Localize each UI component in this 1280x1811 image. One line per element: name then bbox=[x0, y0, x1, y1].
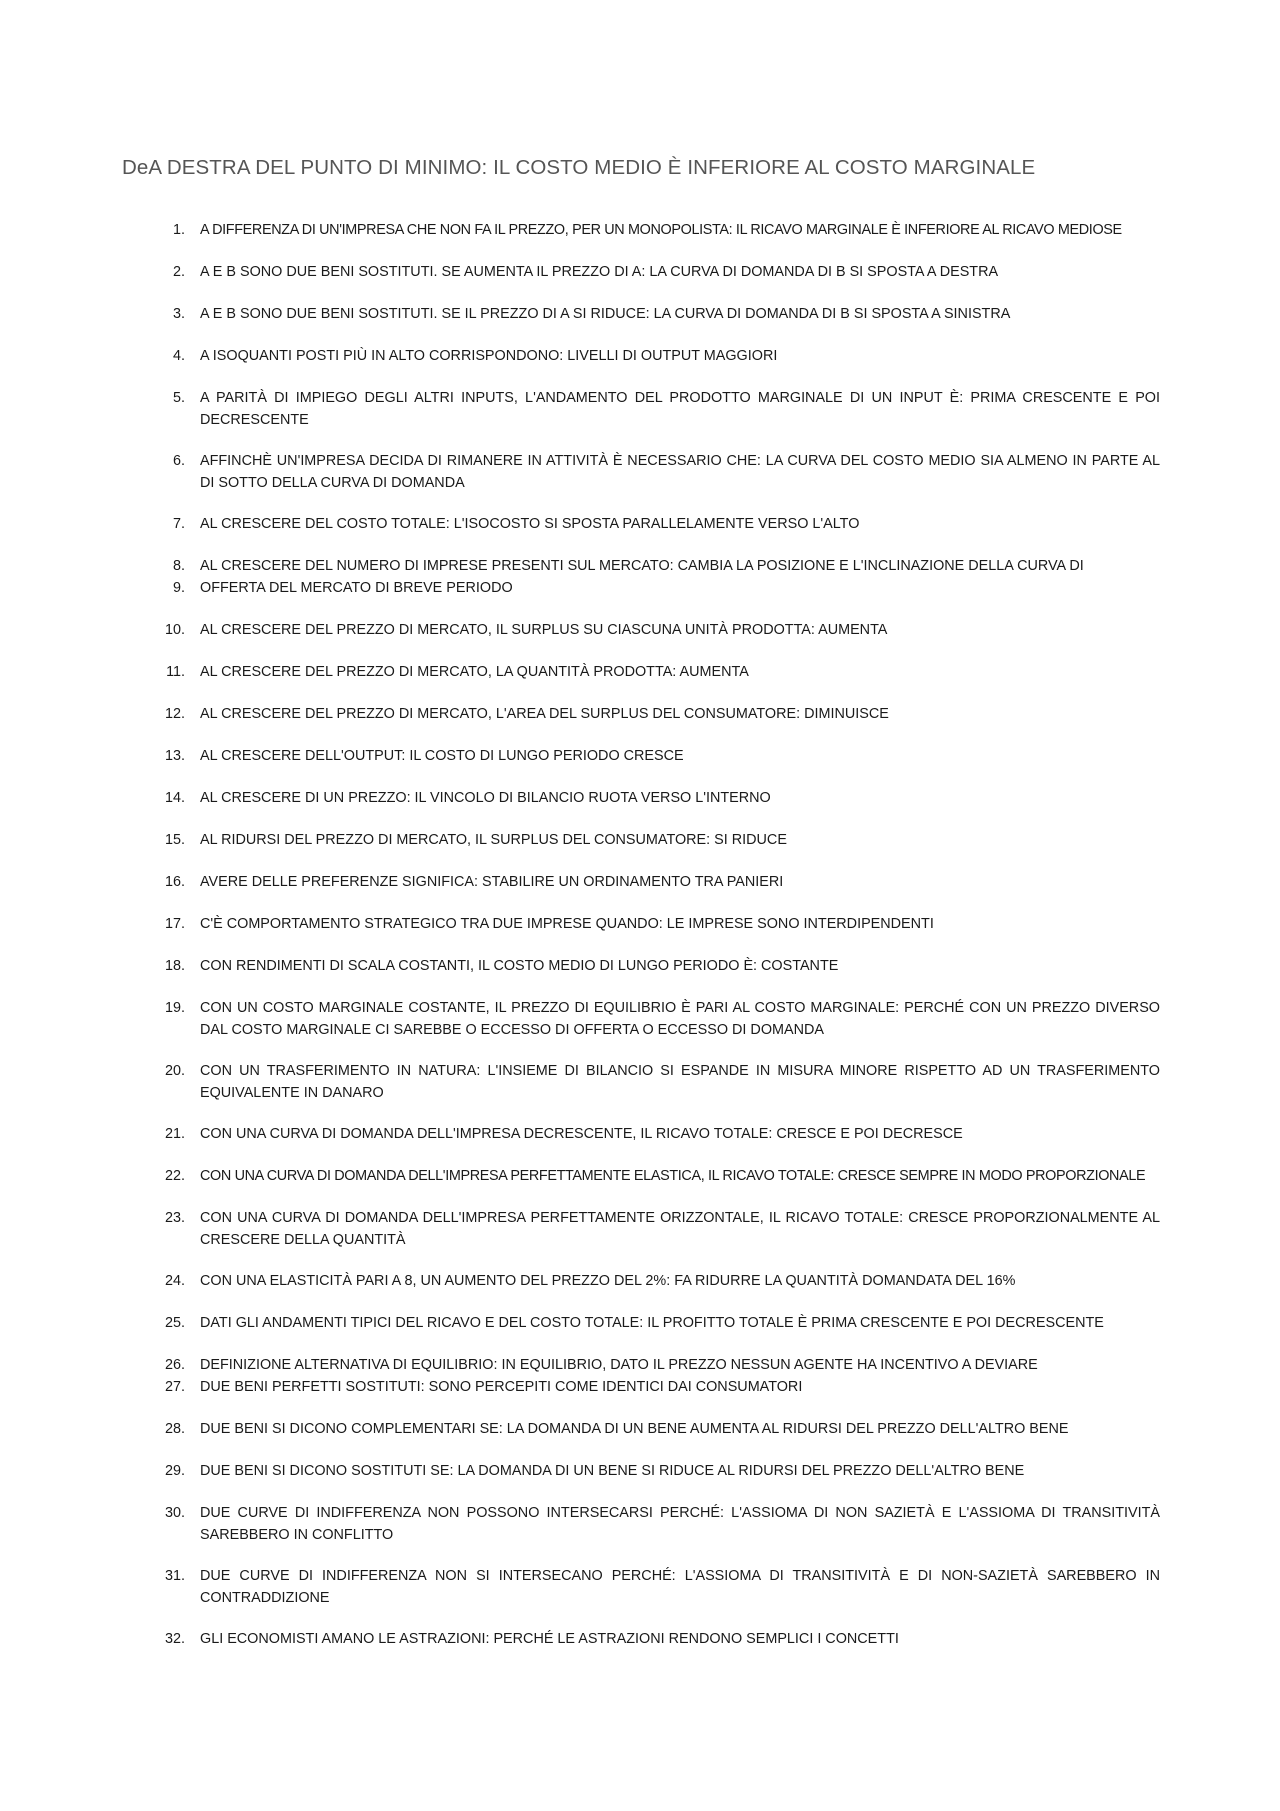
item-number: 16. bbox=[164, 874, 185, 890]
item-number: 4. bbox=[172, 348, 185, 364]
list-item bbox=[150, 514, 1160, 536]
item-number: 15. bbox=[164, 832, 185, 848]
item-text: AL CRESCERE DEL PREZZO DI MERCATO, LA QUANTITÀ PRODOTTA: AUMENTA bbox=[200, 664, 749, 680]
item-text: AL CRESCERE DEL PREZZO DI MERCATO, IL SURPLUS SU CIASCUNA UNITÀ PRODOTTA: AUMENTA bbox=[200, 622, 888, 638]
list-item bbox=[150, 746, 1160, 768]
list-item bbox=[150, 1355, 1160, 1377]
item-number: 23. bbox=[164, 1210, 185, 1226]
list-item bbox=[150, 1061, 1160, 1104]
item-text: AL CRESCERE DEL PREZZO DI MERCATO, L'AREA DEL SURPLUS DEL CONSUMATORE: DIMINUISCE bbox=[200, 706, 889, 722]
item-number: 27. bbox=[164, 1379, 185, 1395]
list-item bbox=[150, 788, 1160, 810]
item-text: AL CRESCERE DEL COSTO TOTALE: L'ISOCOSTO SI SPOSTA PARALLELAMENTE VERSO L'ALTO bbox=[200, 516, 860, 532]
item-number: 22. bbox=[164, 1168, 185, 1184]
list-item bbox=[150, 620, 1160, 642]
item-number: 24. bbox=[164, 1273, 185, 1289]
list-item bbox=[150, 262, 1160, 284]
item-number: 3. bbox=[172, 306, 185, 322]
item-text: AVERE DELLE PREFERENZE SIGNIFICA: STABILIRE UN ORDINAMENTO TRA PANIERI bbox=[200, 874, 784, 890]
list-item bbox=[150, 220, 1160, 242]
list-item bbox=[150, 704, 1160, 726]
list-item bbox=[150, 662, 1160, 684]
item-number: 7. bbox=[172, 516, 185, 532]
item-number: 5. bbox=[172, 390, 185, 406]
list-item bbox=[150, 830, 1160, 852]
item-text: AFFINCHÈ UN'IMPRESA DECIDA DI RIMANERE IN ATTIVITÀ È NECESSARIO CHE: LA CURVA DEL COSTO MEDIO SIA ALMENO IN PARTE AL DI SOTTO DELLA CURVA DI DOMANDA bbox=[200, 453, 1160, 491]
item-number: 2. bbox=[172, 264, 185, 280]
item-number: 30. bbox=[164, 1505, 185, 1521]
item-text: AL RIDURSI DEL PREZZO DI MERCATO, IL SURPLUS DEL CONSUMATORE: SI RIDUCE bbox=[200, 832, 787, 848]
list-item bbox=[150, 304, 1160, 326]
list-item bbox=[150, 1166, 1160, 1188]
list-item bbox=[150, 1566, 1160, 1609]
item-number: 8. bbox=[172, 558, 185, 574]
item-text: DUE BENI PERFETTI SOSTITUTI: SONO PERCEPITI COME IDENTICI DAI CONSUMATORI bbox=[200, 1379, 803, 1395]
item-text: DATI GLI ANDAMENTI TIPICI DEL RICAVO E DEL COSTO TOTALE: IL PROFITTO TOTALE È PRIMA CRESCENTE E POI DECRESCENTE bbox=[200, 1315, 1104, 1331]
item-number: 9. bbox=[172, 580, 185, 596]
item-number: 12. bbox=[164, 706, 185, 722]
item-text: DUE BENI SI DICONO SOSTITUTI SE: LA DOMANDA DI UN BENE SI RIDUCE AL RIDURSI DEL PREZZO DELL'ALTRO BENE bbox=[200, 1463, 1025, 1479]
item-number: 1. bbox=[172, 222, 185, 238]
item-text: DUE CURVE DI INDIFFERENZA NON SI INTERSECANO PERCHÉ: L'ASSIOMA DI TRANSITIVITÀ E DI NON-SAZIETÀ SAREBBERO IN CONTRADDIZIONE bbox=[200, 1568, 1160, 1606]
item-number: 19. bbox=[164, 1000, 185, 1016]
list-item bbox=[150, 346, 1160, 368]
list-item bbox=[150, 1419, 1160, 1441]
item-text: DUE BENI SI DICONO COMPLEMENTARI SE: LA DOMANDA DI UN BENE AUMENTA AL RIDURSI DEL PREZZO DELL'ALTRO BENE bbox=[200, 1421, 1069, 1437]
list-item bbox=[150, 1313, 1160, 1335]
item-number: 18. bbox=[164, 958, 185, 974]
list-item bbox=[150, 914, 1160, 936]
item-number: 28. bbox=[164, 1421, 185, 1437]
item-text: CON UNA CURVA DI DOMANDA DELL'IMPRESA DECRESCENTE, IL RICAVO TOTALE: CRESCE E POI DECRESCE bbox=[200, 1126, 963, 1142]
list-item bbox=[150, 1503, 1160, 1546]
list-item bbox=[150, 1377, 1160, 1399]
item-number: 10. bbox=[164, 622, 185, 638]
item-text: CON UN COSTO MARGINALE COSTANTE, IL PREZZO DI EQUILIBRIO È PARI AL COSTO MARGINALE: PERCHÉ CON UN PREZZO DIVERSO DAL COSTO MARGINALE CI SAREBBE O ECCESSO DI OFFERTA O ECCESSO DI DOMANDA bbox=[200, 1000, 1160, 1038]
item-number: 31. bbox=[164, 1568, 185, 1584]
item-text: AL CRESCERE DEL NUMERO DI IMPRESE PRESENTI SUL MERCATO: CAMBIA LA POSIZIONE E L'INCLINAZIONE DELLA CURVA DI bbox=[200, 558, 1084, 574]
list-item bbox=[150, 556, 1160, 578]
item-text: A DIFFERENZA DI UN'IMPRESA CHE NON FA IL PREZZO, PER UN MONOPOLISTA: IL RICAVO MARGINALE È INFERIORE AL RICAVO MEDIOSE bbox=[200, 222, 1122, 238]
page-heading: DeA DESTRA DEL PUNTO DI MINIMO: IL COSTO MEDIO È INFERIORE AL COSTO MARGINALE bbox=[122, 156, 1036, 179]
item-text: A ISOQUANTI POSTI PIÙ IN ALTO CORRISPONDONO: LIVELLI DI OUTPUT MAGGIORI bbox=[200, 348, 778, 364]
item-number: 14. bbox=[164, 790, 185, 806]
item-text: CON UNA CURVA DI DOMANDA DELL'IMPRESA PERFETTAMENTE ELASTICA, IL RICAVO TOTALE: CRESCE SEMPRE IN MODO PROPORZIONALE bbox=[200, 1168, 1146, 1184]
list-item bbox=[150, 1271, 1160, 1293]
item-number: 11. bbox=[166, 664, 185, 680]
list-item bbox=[150, 578, 1160, 600]
list-item bbox=[150, 998, 1160, 1041]
item-text: C'È COMPORTAMENTO STRATEGICO TRA DUE IMPRESE QUANDO: LE IMPRESE SONO INTERDIPENDENTI bbox=[200, 916, 934, 932]
list-item bbox=[150, 1208, 1160, 1251]
item-number: 6. bbox=[172, 453, 185, 469]
item-text: CON UNA CURVA DI DOMANDA DELL'IMPRESA PERFETTAMENTE ORIZZONTALE, IL RICAVO TOTALE: CRESCE PROPORZIONALMENTE AL CRESCERE DELLA QUANTITÀ bbox=[200, 1210, 1160, 1248]
item-number: 29. bbox=[164, 1463, 185, 1479]
item-number: 17. bbox=[164, 916, 185, 932]
item-text: CON RENDIMENTI DI SCALA COSTANTI, IL COSTO MEDIO DI LUNGO PERIODO È: COSTANTE bbox=[200, 958, 839, 974]
item-text: AL CRESCERE DELL'OUTPUT: IL COSTO DI LUNGO PERIODO CRESCE bbox=[200, 748, 684, 764]
list-item bbox=[150, 1461, 1160, 1483]
item-text: DEFINIZIONE ALTERNATIVA DI EQUILIBRIO: IN EQUILIBRIO, DATO IL PREZZO NESSUN AGENTE HA INCENTIVO A DEVIARE bbox=[200, 1357, 1038, 1373]
item-text: AL CRESCERE DI UN PREZZO: IL VINCOLO DI BILANCIO RUOTA VERSO L'INTERNO bbox=[200, 790, 771, 806]
item-text: CON UN TRASFERIMENTO IN NATURA: L'INSIEME DI BILANCIO SI ESPANDE IN MISURA MINORE RISPETTO AD UN TRASFERIMENTO EQUIVALENTE IN DANARO bbox=[200, 1063, 1160, 1101]
item-text: A E B SONO DUE BENI SOSTITUTI. SE IL PREZZO DI A SI RIDUCE: LA CURVA DI DOMANDA DI B SI SPOSTA A SINISTRA bbox=[200, 306, 1011, 322]
list-item bbox=[150, 1629, 1160, 1651]
list-item bbox=[150, 956, 1160, 978]
item-number: 32. bbox=[164, 1631, 185, 1647]
list-item bbox=[150, 1124, 1160, 1146]
item-number: 26. bbox=[164, 1357, 185, 1373]
item-text: A E B SONO DUE BENI SOSTITUTI. SE AUMENTA IL PREZZO DI A: LA CURVA DI DOMANDA DI B SI SPOSTA A DESTRA bbox=[200, 264, 999, 280]
item-number: 21. bbox=[164, 1126, 185, 1142]
item-text: A PARITÀ DI IMPIEGO DEGLI ALTRI INPUTS, L'ANDAMENTO DEL PRODOTTO MARGINALE DI UN INPUT È: PRIMA CRESCENTE E POI DECRESCENTE bbox=[200, 390, 1160, 428]
item-text: DUE CURVE DI INDIFFERENZA NON POSSONO INTERSECARSI PERCHÉ: L'ASSIOMA DI NON SAZIETÀ E L'ASSIOMA DI TRANSITIVITÀ SAREBBERO IN CONFLITTO bbox=[200, 1505, 1160, 1543]
item-text: GLI ECONOMISTI AMANO LE ASTRAZIONI: PERCHÉ LE ASTRAZIONI RENDONO SEMPLICI I CONCETTI bbox=[200, 1631, 899, 1647]
item-number: 20. bbox=[164, 1063, 185, 1079]
item-text: OFFERTA DEL MERCATO DI BREVE PERIODO bbox=[200, 580, 513, 596]
list-item bbox=[150, 388, 1160, 431]
list-item bbox=[150, 872, 1160, 894]
list-item bbox=[150, 451, 1160, 494]
item-text: CON UNA ELASTICITÀ PARI A 8, UN AUMENTO DEL PREZZO DEL 2%: FA RIDURRE LA QUANTITÀ DOMANDATA DEL 16% bbox=[200, 1273, 1016, 1289]
item-number: 25. bbox=[164, 1315, 185, 1331]
item-number: 13. bbox=[164, 748, 185, 764]
